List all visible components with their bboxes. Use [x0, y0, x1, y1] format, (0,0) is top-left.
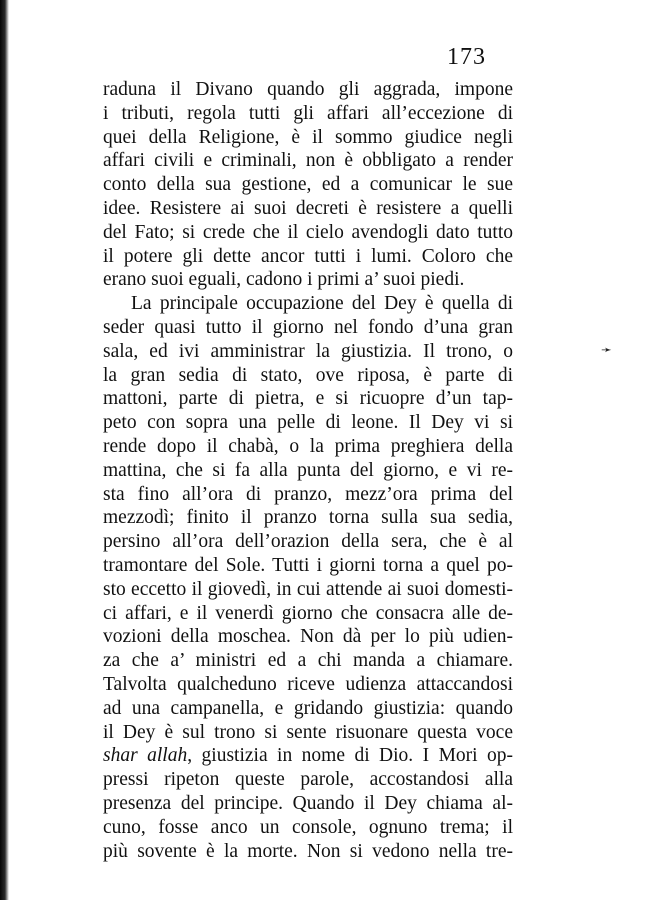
page-number: 173 [447, 44, 486, 70]
text-line: il Dey è sul trono si sente risuonare questa voce [103, 721, 513, 743]
text-line: quei della Religione, è il sommo giudice negli [103, 126, 513, 148]
text-line: peto con sopra una pelle di leone. Il Dey vi si [103, 412, 513, 434]
text-line: mattoni, parte di pietra, e si ricuopre d’un tap- [103, 388, 513, 410]
text-line: mezzodì; finito il pranzo torna sulla sua sedia, [103, 507, 513, 529]
text-line: cuno, fosse anco un console, ognuno trema; il [103, 816, 513, 838]
text-line: sala, ed ivi amministrar la giustizia. Il trono, o [103, 340, 513, 362]
text-line: i tributi, regola tutti gli affari all’eccezione di [103, 102, 513, 124]
text-line: vozioni della moschea. Non dà per lo più udien- [103, 626, 513, 648]
text-line: pressi ripeton queste parole, accostandosi alla [103, 769, 513, 791]
paragraph-start-line: La principale occupazione del Dey è quella di [131, 293, 513, 315]
text-line: presenza del principe. Quando il Dey chiama al- [103, 792, 513, 814]
text-line: tramontare del Sole. Tutti i giorni torna a quel po- [103, 554, 513, 576]
text-line: ad una campanella, e gridando giustizia: quando [103, 697, 513, 719]
text-line: persino all’ora dell’orazion della sera, che è al [103, 531, 513, 553]
text-line: rende dopo il chabà, o la prima preghiera della [103, 435, 513, 457]
text-line: za che a’ ministri ed a chi manda a chiamare. [103, 650, 513, 672]
text-line: sta fino all’ora di pranzo, mezz’ora prima del [103, 483, 513, 505]
italic-phrase: shar allah [103, 745, 188, 767]
text-fragment: , giustizia in nome di Dio. I Mori op- [187, 745, 514, 767]
text-line: raduna il Divano quando gli aggrada, impone [103, 79, 513, 100]
text-line: Talvolta qualcheduno riceve udienza attaccandosi [103, 673, 513, 695]
text-line: idee. Resistere ai suoi decreti è resistere a quelli [103, 197, 513, 219]
text-line: mattina, che si fa alla punta del giorno, e vi re- [103, 459, 513, 481]
text-line: sto eccetto il giovedì, in cui attende ai suoi domesti- [103, 578, 513, 600]
text-line: del Fato; si crede che il cielo avendogli dato tutto [103, 221, 513, 243]
text-line-with-italic [103, 744, 513, 768]
text-line: il potere gli dette ancor tutti i lumi. Coloro che [103, 245, 513, 267]
body-text [103, 78, 513, 863]
text-line: erano suoi eguali, cadono i primi a’ suoi piedi. [103, 269, 465, 291]
text-line: affari civili e criminali, non è obbligato a render [103, 150, 513, 172]
text-line: ci affari, e il venerdì giorno che consacra alle de- [103, 602, 513, 624]
text-line: seder quasi tutto il giorno nel fondo d’una gran [103, 316, 513, 338]
text-line: la gran sedia di stato, ove riposa, è parte di [103, 364, 513, 386]
text-line: più sovente è la morte. Non si vedono nella tre- [103, 840, 513, 862]
margin-mark: ➛ [601, 343, 612, 358]
text-line: conto della sua gestione, ed a comunicar le sue [103, 174, 513, 196]
page-edge-shadow [0, 0, 9, 900]
